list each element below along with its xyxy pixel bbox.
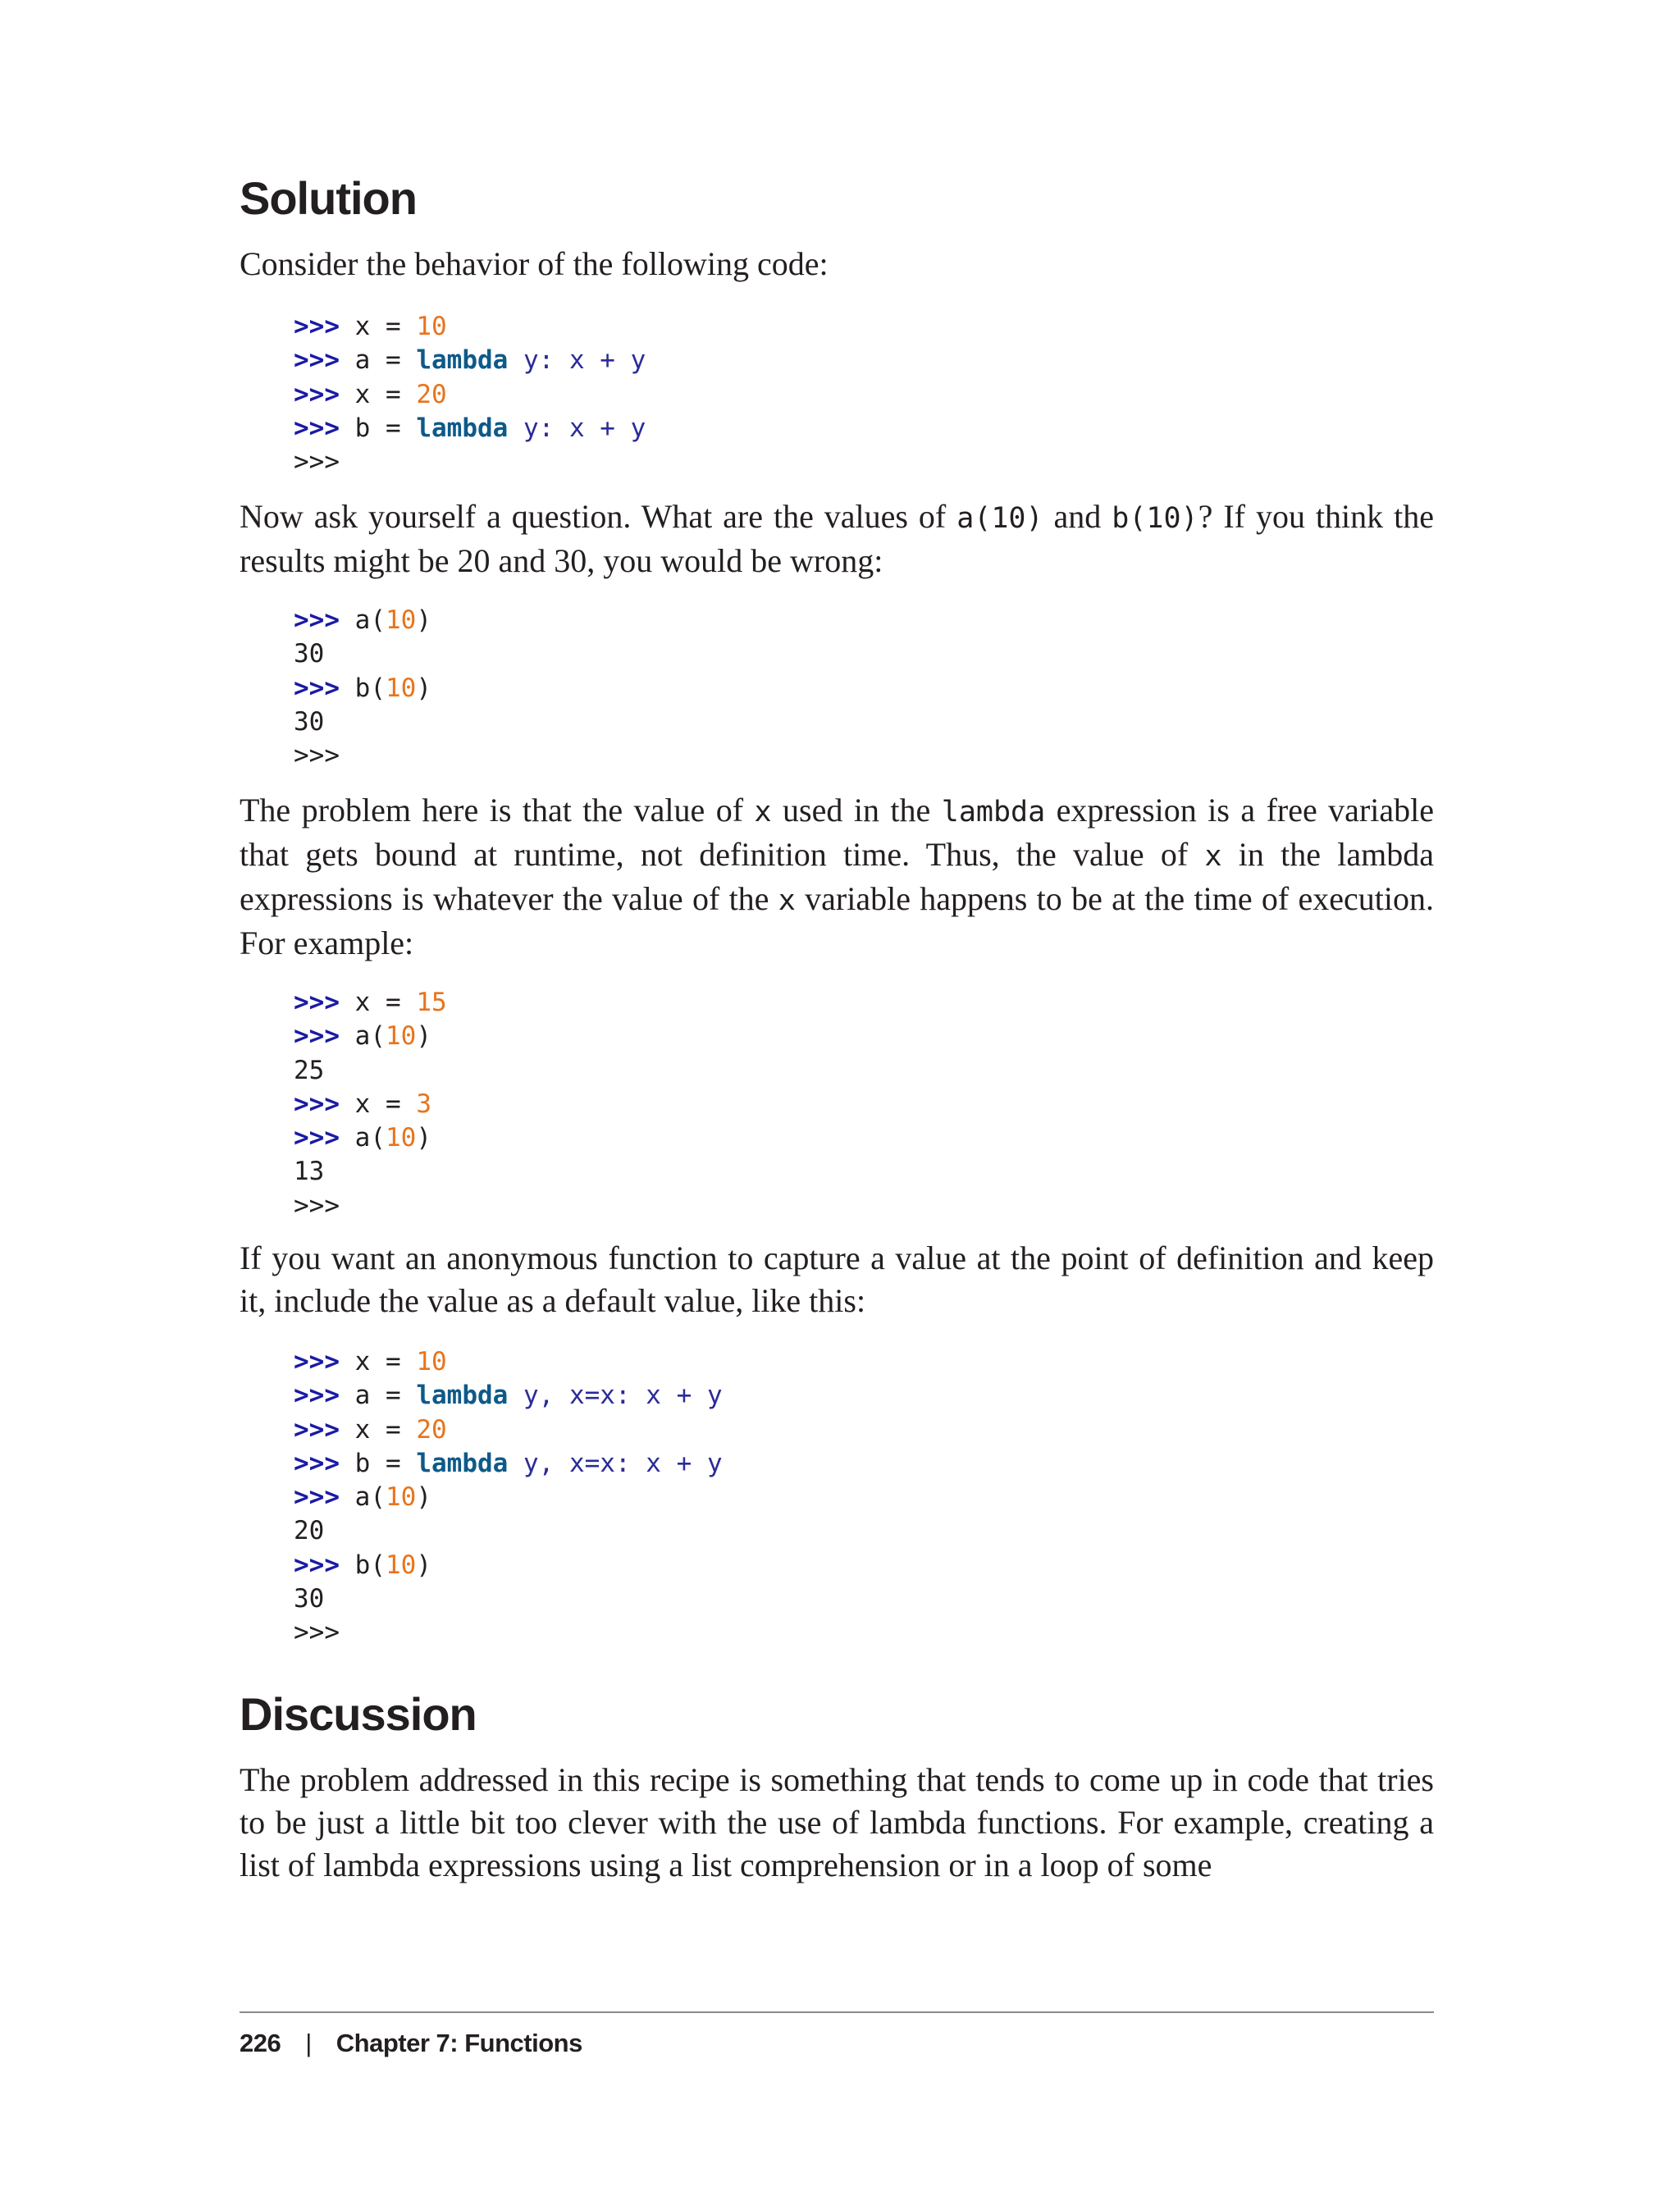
paragraph-free-variable: The problem here is that the value of x used in the lambda expression is a free variable that gets bound at runtime, not definition time. Thus, the value of x in the lambda expressions is whatever the value of the x variable happens to be at the time of execution. For example: xyxy=(240,792,1435,961)
code-block-4: >>> x = 10 >>> a = lambda y, x=x: x + y >>> x = 20 >>> b = lambda y, x=x: x + y >>> a(10) 20 >>> b(10) 30 >>> xyxy=(294,1347,723,1648)
code-block-2: >>> a(10) 30 >>> b(10) 30 >>> xyxy=(294,605,431,771)
solution-intro: Consider the behavior of the following code: xyxy=(240,245,829,282)
page-number: 226 xyxy=(240,2029,281,2057)
paragraph-default-value: If you want an anonymous function to capture a value at the point of definition and keep it, include the value as a default value, like this: xyxy=(240,1239,1434,1319)
footer-rule xyxy=(240,2011,1434,2013)
discussion-heading: Discussion xyxy=(240,1688,477,1740)
code-block-1: >>> x = 10 >>> a = lambda y: x + y >>> x = 20 >>> b = lambda y: x + y >>> xyxy=(294,312,646,477)
code-block-3: >>> x = 15 >>> a(10) 25 >>> x = 3 >>> a(10) 13 >>> xyxy=(294,988,447,1221)
solution-heading: Solution xyxy=(240,172,417,224)
chapter-title: Chapter 7: Functions xyxy=(336,2029,582,2057)
discussion-paragraph: The problem addressed in this recipe is something that tends to come up in code that tries to be just a little bit too clever with the use of lambda functions. For example, creating a list of lambda expressions using a list comprehension or in a loop of some xyxy=(240,1761,1434,1883)
page-footer xyxy=(240,2029,582,2058)
paragraph-values-question: Now ask yourself a question. What are the values of a(10) and b(10)? If you think the results might be 20 and 30, you would be wrong: xyxy=(240,498,1434,579)
footer-separator: | xyxy=(305,2029,312,2057)
